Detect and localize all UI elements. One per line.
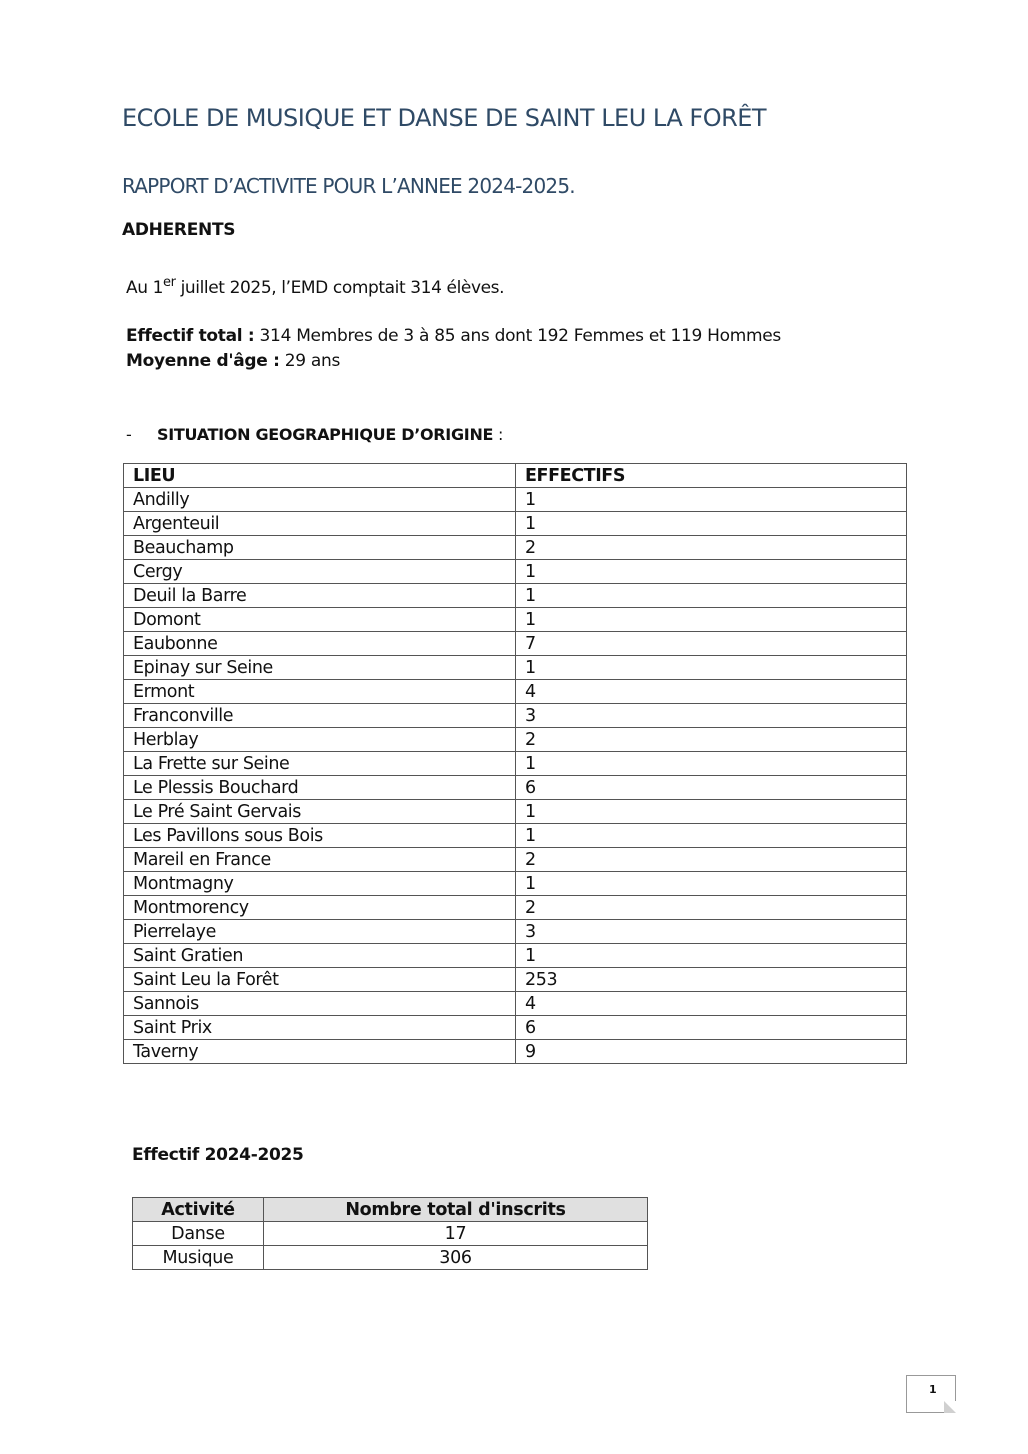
table-row [124,584,907,608]
table-row [124,752,907,776]
table-row [124,536,907,560]
count-cell: 1 [516,824,907,848]
table-row [124,656,907,680]
place-cell: Mareil en France [124,848,516,872]
col-header-total: Nombre total d'inscrits [264,1198,648,1222]
table-row [124,608,907,632]
intro-prefix: Au 1 [126,278,164,298]
place-cell: Beauchamp [124,536,516,560]
page-number: 1 [929,1383,937,1396]
adherents-heading: ADHERENTS [122,220,236,240]
table-row [124,560,907,584]
table-row [133,1246,648,1270]
table-row [124,872,907,896]
place-cell: Epinay sur Seine [124,656,516,680]
table-row [124,1016,907,1040]
place-cell: Pierrelaye [124,920,516,944]
table-row [124,512,907,536]
count-cell: 1 [516,512,907,536]
count-cell: 2 [516,728,907,752]
count-cell: 7 [516,632,907,656]
place-cell: Montmorency [124,896,516,920]
place-cell: Les Pavillons sous Bois [124,824,516,848]
document-title: ECOLE DE MUSIQUE ET DANSE DE SAINT LEU LA FORÊT [122,104,767,132]
count-cell: 1 [516,752,907,776]
count-cell: 6 [516,1016,907,1040]
count-cell: 3 [516,920,907,944]
geo-heading [126,425,503,444]
geo-heading-text: SITUATION GEOGRAPHIQUE D’ORIGINE [157,425,494,444]
activity-heading: Effectif 2024-2025 [132,1145,304,1165]
page-curl-icon [944,1401,956,1413]
activity-cell: Danse [133,1222,264,1246]
total-label: Effectif total : [126,326,255,346]
table-row [124,968,907,992]
place-cell: Saint Leu la Forêt [124,968,516,992]
count-cell: 1 [516,560,907,584]
count-cell: 2 [516,848,907,872]
age-label: Moyenne d'âge : [126,351,280,371]
table-row [133,1222,648,1246]
adherents-intro [126,275,505,298]
report-subtitle: RAPPORT D’ACTIVITE POUR L’ANNEE 2024-2025. [122,174,575,198]
place-cell: Saint Gratien [124,944,516,968]
activity-table-body [133,1222,648,1270]
place-cell: Eaubonne [124,632,516,656]
table-row [124,488,907,512]
col-header-place: LIEU [124,464,516,488]
table-row [124,944,907,968]
count-cell: 4 [516,680,907,704]
count-cell: 2 [516,536,907,560]
page-number-box [906,1375,956,1413]
geo-table-header [124,464,907,488]
place-cell: Taverny [124,1040,516,1064]
table-row [124,992,907,1016]
activity-cell: Musique [133,1246,264,1270]
total-cell: 306 [264,1246,648,1270]
activity-table [132,1197,648,1270]
total-cell: 17 [264,1222,648,1246]
geo-table [123,463,907,1064]
count-cell: 3 [516,704,907,728]
count-cell: 1 [516,944,907,968]
total-value: 314 Membres de 3 à 85 ans dont 192 Femmes et 119 Hommes [254,326,781,346]
activity-table-header [133,1198,648,1222]
place-cell: Cergy [124,560,516,584]
intro-suffix: juillet 2025, l’EMD comptait 314 élèves. [175,278,505,298]
col-header-activity: Activité [133,1198,264,1222]
count-cell: 6 [516,776,907,800]
table-row [124,896,907,920]
col-header-count: EFFECTIFS [516,464,907,488]
place-cell: Montmagny [124,872,516,896]
place-cell: Le Pré Saint Gervais [124,800,516,824]
total-line [126,324,781,349]
table-row [124,728,907,752]
count-cell: 253 [516,968,907,992]
place-cell: La Frette sur Seine [124,752,516,776]
place-cell: Ermont [124,680,516,704]
geo-table-body [124,488,907,1064]
intro-superscript: er [163,275,176,290]
place-cell: Deuil la Barre [124,584,516,608]
place-cell: Herblay [124,728,516,752]
table-row [124,1040,907,1064]
count-cell: 1 [516,872,907,896]
table-row [124,776,907,800]
count-cell: 1 [516,656,907,680]
table-row [124,848,907,872]
count-cell: 4 [516,992,907,1016]
place-cell: Andilly [124,488,516,512]
count-cell: 1 [516,608,907,632]
adherents-stats [126,324,781,374]
table-row [124,800,907,824]
count-cell: 9 [516,1040,907,1064]
count-cell: 1 [516,584,907,608]
table-row [124,920,907,944]
place-cell: Sannois [124,992,516,1016]
age-value: 29 ans [279,351,341,371]
age-line [126,349,781,374]
count-cell: 1 [516,488,907,512]
place-cell: Argenteuil [124,512,516,536]
geo-heading-colon: : [493,425,504,444]
table-row [124,632,907,656]
place-cell: Domont [124,608,516,632]
place-cell: Le Plessis Bouchard [124,776,516,800]
place-cell: Saint Prix [124,1016,516,1040]
table-row [124,680,907,704]
table-row [124,824,907,848]
count-cell: 2 [516,896,907,920]
bullet-dash: - [126,425,132,444]
count-cell: 1 [516,800,907,824]
place-cell: Franconville [124,704,516,728]
table-row [124,704,907,728]
